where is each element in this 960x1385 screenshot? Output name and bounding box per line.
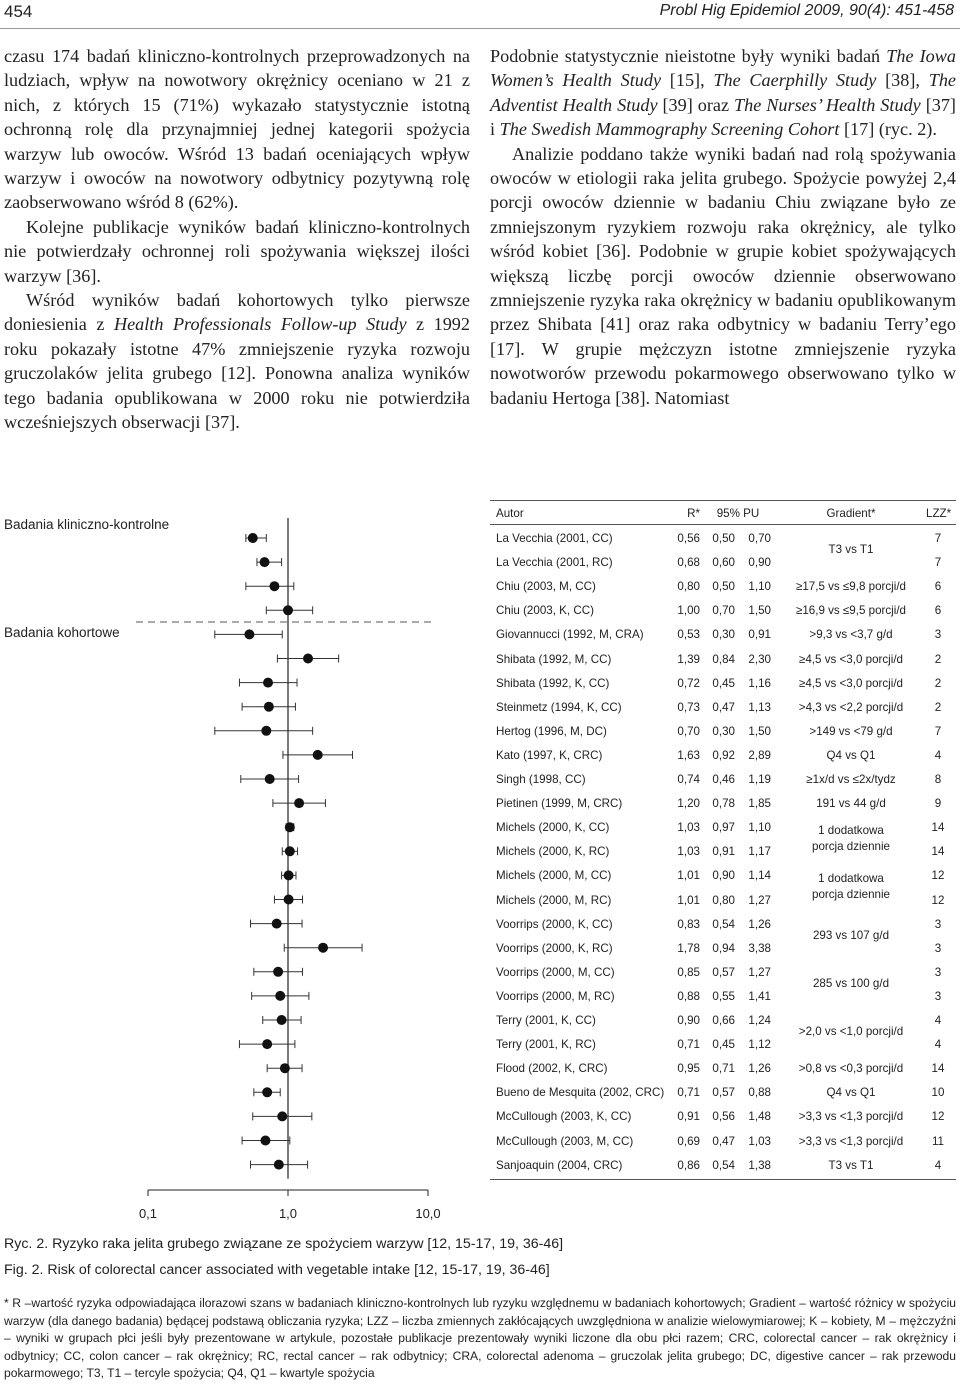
cell-r: 0,85 (677, 965, 700, 979)
cell-gradient: >149 vs <79 g/d (809, 724, 893, 738)
cell-lo: 0,54 (712, 917, 735, 931)
text-run: [39] oraz (657, 94, 735, 115)
cell-hi: 1,10 (748, 580, 771, 594)
table-row (490, 719, 956, 743)
merged-gradient-cell: 293 vs 107 g/d (812, 928, 890, 942)
cell-autor: Voorrips (2000, K, RC) (496, 941, 613, 955)
cell-autor: Voorrips (2000, M, RC) (496, 989, 615, 1003)
estimate-point (283, 605, 293, 615)
cell-autor: Singh (1998, CC) (496, 773, 586, 786)
estimate-point (262, 1039, 272, 1049)
cell-autor: La Vecchia (2001, RC) (496, 556, 613, 570)
estimate-point (285, 846, 295, 856)
estimate-point (260, 1136, 270, 1146)
table-header-row (490, 501, 956, 525)
cell-hi: 1,10 (748, 821, 771, 835)
cell-autor: Voorrips (2000, K, CC) (496, 917, 613, 931)
cell-lo: 0,92 (712, 748, 735, 762)
table-row (490, 1080, 956, 1104)
cell-autor: Steinmetz (1994, K, CC) (496, 700, 622, 714)
cell-hi: 2,89 (748, 748, 771, 762)
cell-r: 1,39 (677, 652, 700, 666)
cell-lzz: 10 (931, 1086, 945, 1100)
cell-autor: McCullough (2003, M, CC) (496, 1134, 634, 1148)
cell-hi: 1,17 (748, 845, 771, 859)
merged-gradient-cell: >2,0 vs <1,0 porcji/d (798, 1025, 904, 1039)
cell-r: 0,73 (677, 700, 700, 714)
cell-lzz: 7 (934, 724, 942, 738)
cell-lzz: 12 (931, 1110, 945, 1124)
paragraph: Kolejne publikacje wyników badań kliniczno-kontrolnych nie potwierdzały ochronnej roli spożywania większej ilości warzyw [36]. (4, 216, 470, 286)
cell-r: 1,01 (677, 869, 700, 883)
cell-autor: Michels (2000, M, CC) (496, 869, 612, 883)
cell-lo: 0,50 (712, 532, 735, 545)
cell-hi: 1,85 (748, 797, 771, 811)
header-r: R* (687, 507, 700, 520)
table-row (490, 791, 956, 815)
cell-autor: Shibata (1992, K, CC) (496, 676, 610, 690)
cell-lzz: 4 (934, 1038, 942, 1052)
cell-hi: 1,16 (748, 676, 771, 690)
cell-lzz: 7 (934, 532, 942, 545)
cell-lo: 0,30 (712, 724, 735, 738)
estimate-point (318, 943, 328, 953)
table-row (490, 598, 956, 622)
cell-hi: 1,03 (748, 1134, 771, 1148)
table-row (490, 1056, 956, 1080)
paragraph: Analizie poddano także wyniki badań nad rolą spożywania owoców w etiologii raka jelita grubego. Spożycie powyżej 2,4 porcji owoców dziennie w badaniu Chiu związane było ze zmniejszonym ryzykiem rozwoju raka okrężnicy, ale tylko wśród kobiet [36]. Podobnie w grupie kobiet spożywających większą liczbę porcji owoców dziennie obserwowano zmniejszenie ryzyka raka okrężnicy w badaniu opublikowanym przez Shibata [41] oraz raka odbytnicy w badaniu Terry’ego [17]. W grupie mężczyzn istotne zmniejszenie ryzyka nowotworów przewodu pokarmowego obserwowano tylko w badaniu Hertoga [38]. Natomiast (490, 143, 956, 408)
cell-r: 1,78 (677, 941, 700, 955)
cell-gradient: ≥1x/d vs ≤2x/tydz (806, 773, 896, 786)
cell-lo: 0,45 (712, 1038, 735, 1052)
cell-lo: 0,47 (712, 1134, 735, 1148)
study-name: The Nurses’ Health Study (734, 94, 921, 115)
cell-r: 1,20 (677, 797, 700, 811)
running-header (0, 0, 960, 29)
study-name: The Adventist Health Study (490, 70, 956, 115)
cell-lzz: 7 (934, 556, 942, 570)
cell-lzz: 4 (934, 1014, 942, 1027)
cell-gradient: ≥4,5 vs <3,0 porcji/d (799, 652, 903, 666)
cell-gradient: Q4 vs Q1 (826, 1086, 876, 1100)
cell-hi: 0,91 (748, 628, 771, 642)
paragraph: czasu 174 badań kliniczno-kontrolnych przeprowadzonych na ludziach, wpływ na nowotwory okrężnicy oceniano w 21 z nich, z których 15 (71%) wykazało statystycznie istotną ochronną rolę dla przynajmniej jednej kategorii spożycia warzyw lub owoców. Wśród 13 badań oceniających wpływ warzyw i owoców na nowotwory odbytnicy pozytywną rolę zaobserwowano wśród 8 (62%). (4, 46, 470, 213)
cell-gradient: >4,3 vs <2,2 porcji/d (798, 700, 904, 714)
cell-autor: Michels (2000, M, RC) (496, 893, 612, 907)
cell-lzz: 14 (931, 845, 945, 859)
cell-r: 0,53 (677, 628, 700, 642)
cell-lo: 0,55 (712, 989, 735, 1003)
cell-hi: 1,41 (748, 989, 771, 1003)
cell-autor: Hertog (1996, M, DC) (496, 724, 607, 738)
estimate-point (277, 1111, 287, 1121)
table-row (490, 1153, 956, 1177)
cell-autor: McCullough (2003, K, CC) (496, 1110, 632, 1124)
figure-caption-pl: Ryc. 2. Ryzyko raka jelita grubego związane ze spożyciem warzyw [12, 15-17, 19, 36-46] (4, 1236, 564, 1252)
cell-lzz: 12 (931, 893, 945, 907)
estimate-point (248, 533, 258, 543)
study-name: Health Professionals Follow-up Study (113, 314, 407, 335)
cell-lo: 0,50 (712, 580, 735, 594)
estimate-point (284, 895, 294, 905)
right-column (490, 44, 956, 410)
cell-lo: 0,60 (712, 556, 735, 570)
text-run: [15], (661, 70, 714, 91)
cell-r: 1,63 (677, 748, 700, 762)
cell-lo: 0,94 (712, 941, 735, 955)
cell-lzz: 11 (931, 1134, 945, 1148)
table-footnote: * R –wartość ryzyka odpowiadająca ilorazowi szans w badaniach kliniczno-kontrolnych lub ryzyku względnemu w badaniach kohortowych; Gradient – wartość różnicy w spożyciu warzyw (dla danego badania) będącej podstawą obliczania ryzyka; LZZ – liczba zmiennych zakłócających uwzględniona w analizie wielowymiarowej; K – kobiety, M – mężczyźni – wyniki w grupach płci jeśli były prezentowane w artykule, pozostałe publikacje prezentowały wyniki liczone dla obu płci razem; CRC, colorectal cancer – rak okrężnicy i odbytnicy; CC, colon cancer – rak okrężnicy; RC, rectal cancer – rak odbytnicy; CRA, colorectal adenoma – gruczolak jelita grubego; DC, digestive cancer – rak przewodu pokarmowego; T3, T1 – tercyle spożycia; Q4, Q1 – kwartyle spożycia (4, 1296, 956, 1381)
estimate-point (277, 1015, 287, 1025)
cell-hi: 2,30 (748, 652, 771, 666)
text-run: [17] (ryc. 2). (839, 119, 937, 140)
cell-hi: 1,26 (748, 917, 771, 931)
cell-gradient: Q4 vs Q1 (826, 748, 876, 762)
cell-lo: 0,90 (712, 869, 735, 883)
left-column (4, 44, 470, 435)
study-name: The Caerphilly Study (713, 70, 877, 91)
cell-lo: 0,71 (712, 1062, 735, 1076)
cell-autor: La Vecchia (2001, CC) (496, 532, 613, 545)
estimate-point (265, 774, 275, 784)
cell-lo: 0,84 (712, 652, 735, 666)
estimate-point (313, 750, 323, 760)
cell-lo: 0,47 (712, 700, 735, 714)
merged-gradient-cell: 285 vs 100 g/d (812, 976, 890, 990)
cell-gradient: >9,3 vs <3,7 g/d (809, 628, 893, 642)
header-autor: Autor (496, 507, 524, 520)
text-run: [37] i (490, 94, 956, 140)
cell-r: 0,56 (677, 532, 700, 545)
cell-hi: 1,12 (748, 1038, 771, 1052)
cell-gradient: >3,3 vs <1,3 porcji/d (798, 1134, 904, 1148)
cell-hi: 1,27 (748, 965, 771, 979)
cell-lzz: 3 (934, 965, 942, 979)
cell-lzz: 14 (931, 821, 945, 835)
cell-hi: 0,88 (748, 1086, 771, 1100)
cell-autor: Voorrips (2000, M, CC) (496, 965, 615, 979)
cell-lzz: 3 (934, 628, 942, 642)
cell-r: 0,80 (677, 580, 700, 594)
cell-lo: 0,46 (712, 773, 735, 786)
group-label-cohort: Badania kohortowe (4, 625, 120, 640)
cell-gradient: >0,8 vs <0,3 porcji/d (798, 1062, 904, 1076)
cell-hi: 0,70 (748, 532, 771, 545)
cell-autor: Pietinen (1999, M, CRC) (496, 797, 623, 811)
text-run: Wśród wyników badań kohortowych tylko pierwsze doniesienia z (4, 290, 470, 335)
forest-plot (0, 500, 480, 1230)
table-row (490, 695, 956, 719)
cell-hi: 1,48 (748, 1110, 771, 1124)
cell-r: 0,72 (677, 676, 700, 690)
page-number: 454 (4, 2, 33, 21)
cell-hi: 1,27 (748, 893, 771, 907)
cell-gradient: ≥16,9 vs ≤9,5 porcji/d (795, 604, 907, 618)
estimate-point (303, 654, 313, 664)
cell-autor: Shibata (1992, M, CC) (496, 652, 612, 666)
estimate-point (269, 581, 279, 591)
table-row (490, 767, 956, 791)
cell-autor: Bueno de Mesquita (2002, CRC) (496, 1086, 665, 1100)
cell-lzz: 6 (934, 604, 942, 618)
cell-lzz: 14 (931, 1062, 945, 1076)
estimate-point (264, 702, 274, 712)
estimate-point (294, 798, 304, 808)
header-gradient: Gradient* (826, 507, 876, 520)
cell-lo: 0,97 (712, 821, 735, 835)
cell-hi: 1,14 (748, 869, 771, 883)
estimate-point (285, 822, 295, 832)
figure-caption-en: Fig. 2. Risk of colorectal cancer associated with vegetable intake [12, 15-17, 19, 36-46] (4, 1262, 550, 1278)
cell-gradient: 191 vs 44 g/d (816, 797, 886, 811)
cell-hi: 1,50 (748, 604, 771, 618)
cell-lzz: 9 (934, 797, 942, 811)
cell-r: 1,03 (677, 845, 700, 859)
cell-r: 0,86 (677, 1158, 700, 1172)
cell-lzz: 2 (934, 676, 942, 690)
header-lzz: LZZ* (926, 507, 952, 520)
table-row (490, 671, 956, 695)
cell-r: 0,95 (677, 1062, 700, 1076)
table-row (490, 647, 956, 671)
cell-lo: 0,30 (712, 628, 735, 642)
cell-hi: 0,90 (748, 556, 771, 570)
merged-gradient-cell: 1 dodatkowa porcja dziennie (812, 824, 890, 854)
text-run: Podobnie statystycznie nieistotne były wyniki badań (490, 46, 887, 66)
table-row (490, 1129, 956, 1153)
cell-lo: 0,78 (712, 797, 735, 811)
cell-lzz: 3 (934, 989, 942, 1003)
text-run: z 1992 roku pokazały istotne 47% zmniejszenie ryzyka rozwoju gruczolaków jelita grubego [12]. Ponowna analiza wyników tego badania opublikowana w 2000 roku nie potwierdziła wcześniejszych obserwacji [37]. (4, 314, 470, 433)
cell-hi: 1,13 (748, 700, 771, 714)
cell-lzz: 2 (934, 652, 942, 666)
cell-autor: Sanjoaquin (2004, CRC) (496, 1158, 623, 1172)
cell-lzz: 4 (934, 748, 942, 762)
cell-hi: 1,38 (748, 1158, 771, 1172)
estimate-point (262, 1087, 272, 1097)
cell-gradient: T3 vs T1 (828, 1158, 874, 1172)
estimate-point (244, 629, 254, 639)
cell-hi: 1,50 (748, 724, 771, 738)
cell-r: 0,91 (677, 1110, 700, 1124)
table-row (490, 743, 956, 767)
table-row (490, 1104, 956, 1128)
journal-citation: Probl Hig Epidemiol 2009, 90(4): 451-458 (659, 2, 954, 19)
group-label-case-control: Badania kliniczno-kontrolne (4, 517, 170, 532)
table-rule (490, 524, 956, 525)
estimate-point (273, 967, 283, 977)
cell-lzz: 3 (934, 941, 942, 955)
cell-lo: 0,70 (712, 604, 735, 618)
cell-autor: Giovannucci (1992, M, CRA) (496, 628, 644, 642)
header-pu: 95% PU (716, 507, 760, 520)
x-tick-label: 10,0 (415, 1206, 441, 1221)
cell-lo: 0,57 (712, 1086, 735, 1100)
x-tick-label: 1,0 (278, 1206, 298, 1221)
estimate-point (275, 991, 285, 1001)
cell-hi: 1,19 (748, 773, 771, 786)
cell-autor: Chiu (2003, M, CC) (496, 580, 596, 594)
table-rule (490, 1179, 956, 1180)
cell-lzz: 4 (934, 1158, 942, 1172)
merged-gradient-cell: T3 vs T1 (828, 543, 874, 557)
cell-lo: 0,57 (712, 965, 735, 979)
cell-r: 0,88 (677, 989, 700, 1003)
cell-autor: Michels (2000, K, RC) (496, 845, 610, 859)
estimate-point (284, 870, 294, 880)
cell-lzz: 6 (934, 580, 942, 594)
estimate-point (280, 1063, 290, 1073)
cell-r: 0,69 (677, 1134, 700, 1148)
cell-r: 0,68 (677, 556, 700, 570)
cell-autor: Michels (2000, K, CC) (496, 821, 610, 835)
estimate-point (260, 557, 270, 567)
cell-gradient: >3,3 vs <1,3 porcji/d (798, 1110, 904, 1124)
cell-r: 0,71 (677, 1086, 700, 1100)
merged-gradient-cell: 1 dodatkowa porcja dziennie (812, 872, 890, 902)
cell-r: 0,70 (677, 724, 700, 738)
text-run: [38], (876, 70, 929, 91)
estimate-point (263, 678, 273, 688)
cell-lo: 0,91 (712, 845, 735, 859)
cell-hi: 1,26 (748, 1062, 771, 1076)
study-name: The Swedish Mammography Screening Cohort (499, 119, 840, 140)
cell-r: 1,01 (677, 893, 700, 907)
cell-gradient: ≥17,5 vs ≤9,8 porcji/d (795, 580, 907, 594)
paragraph (490, 44, 956, 142)
cell-r: 0,71 (677, 1038, 700, 1052)
cell-lo: 0,56 (712, 1110, 735, 1124)
cell-lo: 0,54 (712, 1158, 735, 1172)
cell-r: 1,00 (677, 604, 700, 618)
cell-r: 1,03 (677, 821, 700, 835)
cell-autor: Chiu (2003, K, CC) (496, 604, 594, 618)
cell-r: 0,90 (677, 1014, 700, 1027)
estimate-point (272, 919, 282, 929)
cell-autor: Kato (1997, K, CRC) (496, 748, 603, 762)
cell-lo: 0,45 (712, 676, 735, 690)
cell-hi: 3,38 (748, 941, 771, 955)
cell-autor: Terry (2001, K, CC) (496, 1014, 596, 1027)
estimate-point (274, 1160, 284, 1170)
paragraph (4, 288, 470, 434)
cell-lzz: 12 (931, 869, 945, 883)
table-row (490, 574, 956, 598)
cell-autor: Flood (2002, K, CRC) (496, 1062, 608, 1076)
table-row (490, 622, 956, 646)
cell-lzz: 8 (934, 773, 942, 786)
cell-hi: 1,24 (748, 1014, 771, 1027)
cell-gradient: ≥4,5 vs <3,0 porcji/d (799, 676, 903, 690)
cell-lzz: 2 (934, 700, 942, 714)
estimate-point (261, 726, 271, 736)
cell-r: 0,83 (677, 917, 700, 931)
cell-lo: 0,66 (712, 1014, 735, 1027)
study-name: The Iowa Women’s Health Study (490, 46, 957, 91)
cell-autor: Terry (2001, K, RC) (496, 1038, 596, 1052)
cell-r: 0,74 (677, 773, 700, 786)
x-tick-label: 0,1 (138, 1206, 158, 1221)
cell-lzz: 3 (934, 917, 942, 931)
cell-lo: 0,80 (712, 893, 735, 907)
